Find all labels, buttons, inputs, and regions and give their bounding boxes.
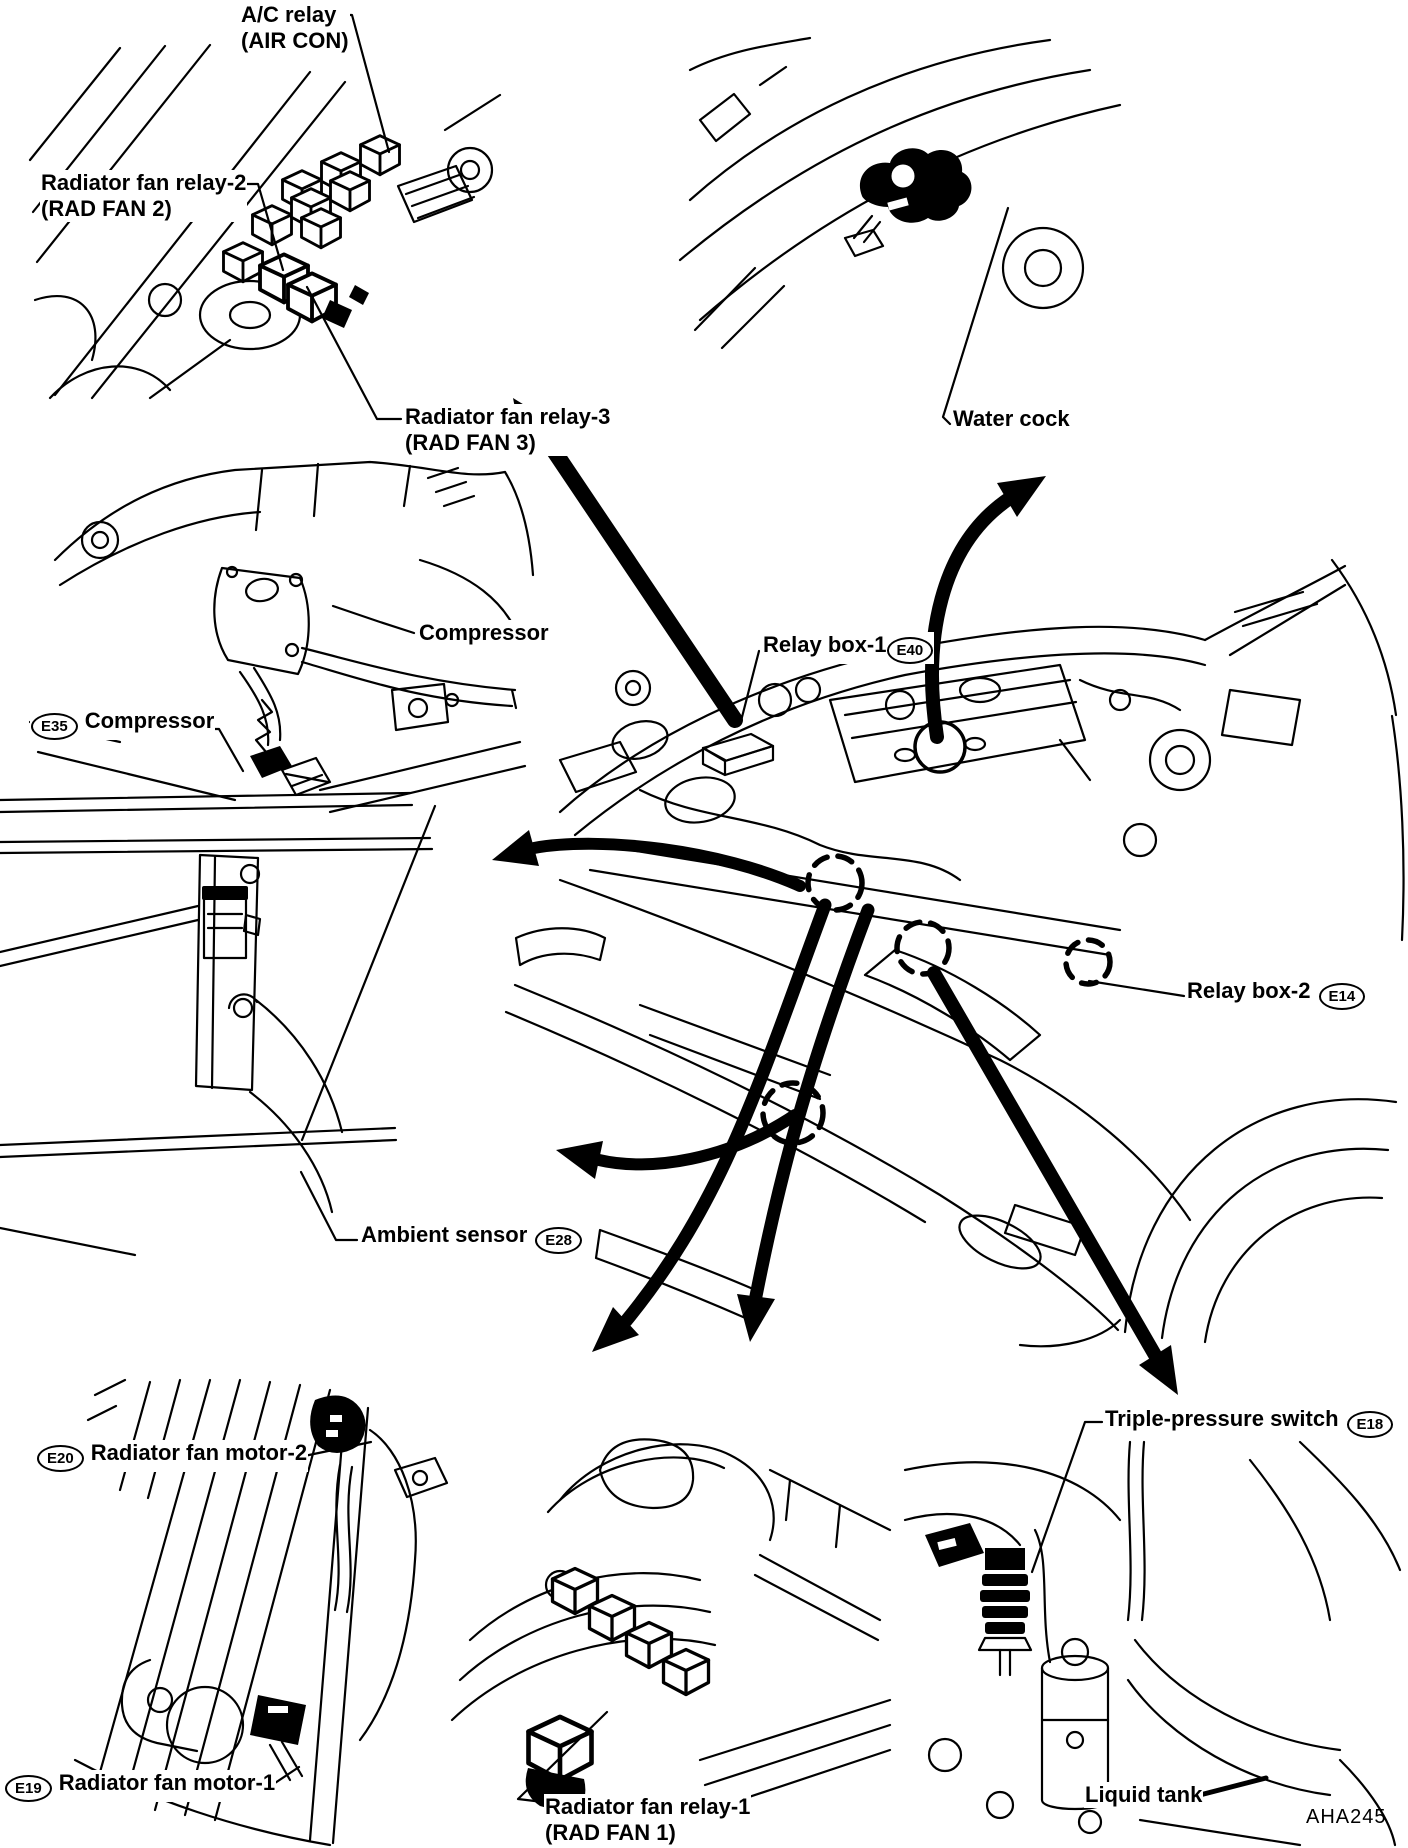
pointer-arrows	[492, 398, 1178, 1395]
figure-code: AHA245	[1306, 1806, 1387, 1828]
label-water-cock	[952, 406, 1071, 432]
ac-relay-sub: (AIR CON)	[241, 28, 349, 53]
ambient-sensor-name: Ambient sensor	[361, 1222, 528, 1247]
connector-badge-e20: E20	[37, 1445, 84, 1472]
label-radiator-fan-relay-1	[544, 1794, 751, 1846]
label-relay-box-1	[762, 632, 934, 664]
rad-fan-relay2-sub: (RAD FAN 2)	[41, 196, 172, 221]
rad-fan-relay1-name: Radiator fan relay-1	[545, 1794, 751, 1819]
label-triple-pressure-switch	[1104, 1406, 1394, 1438]
rad-fan-motor1-name: Radiator fan motor-1	[58, 1770, 276, 1795]
detail-ambient-sensor-illustration	[0, 793, 435, 1255]
label-liquid-tank	[1084, 1782, 1203, 1808]
label-radiator-fan-motor-1	[4, 1770, 276, 1802]
connector-badge-e40: E40	[887, 637, 934, 664]
rad-fan-relay3-name: Radiator fan relay-3	[405, 404, 611, 429]
car-overview-illustration	[506, 560, 1404, 1346]
rad-fan-relay3-sub: (RAD FAN 3)	[405, 430, 536, 455]
arrow-to-ambient-sensor-detail	[556, 1115, 795, 1179]
connector-badge-e28: E28	[535, 1227, 582, 1254]
label-compressor	[418, 620, 550, 646]
rad-fan-motor2-name: Radiator fan motor-2	[90, 1440, 308, 1465]
relay-box1-name: Relay box-1	[763, 632, 887, 657]
label-compressor-connector	[30, 708, 215, 740]
detail-water-cock-illustration	[680, 38, 1120, 348]
arrow-to-triple-pressure-detail	[934, 973, 1178, 1395]
rad-fan-relay2-name: Radiator fan relay-2	[41, 170, 247, 195]
water-cock-name: Water cock	[953, 406, 1070, 431]
compressor-name: Compressor	[419, 620, 549, 645]
arrow-to-compressor-detail	[492, 830, 800, 886]
label-radiator-fan-relay-2	[40, 170, 247, 222]
relay-box2-name: Relay box-2	[1187, 978, 1311, 1003]
relay-box2-location-circle	[1066, 940, 1110, 984]
ac-relay-name: A/C relay	[241, 2, 337, 27]
connector-badge-e14: E14	[1319, 983, 1366, 1010]
compressor-connector-name: Compressor	[84, 708, 215, 733]
detail-radiator-fan-relay1-illustration	[452, 1439, 890, 1814]
triple-pressure-name: Triple-pressure switch	[1105, 1406, 1339, 1431]
label-radiator-fan-relay-3	[404, 404, 611, 456]
label-ambient-sensor	[360, 1222, 583, 1254]
label-radiator-fan-motor-2	[36, 1440, 308, 1472]
connector-badge-e19: E19	[5, 1775, 52, 1802]
label-relay-box-2	[1186, 978, 1366, 1010]
rad-fan-relay1-sub: (RAD FAN 1)	[545, 1820, 676, 1845]
connector-badge-e35: E35	[31, 713, 78, 740]
connector-badge-e18: E18	[1347, 1411, 1394, 1438]
liquid-tank-name: Liquid tank	[1085, 1782, 1203, 1807]
triple-pressure-location-circle	[897, 922, 949, 974]
label-ac-relay	[240, 2, 350, 54]
